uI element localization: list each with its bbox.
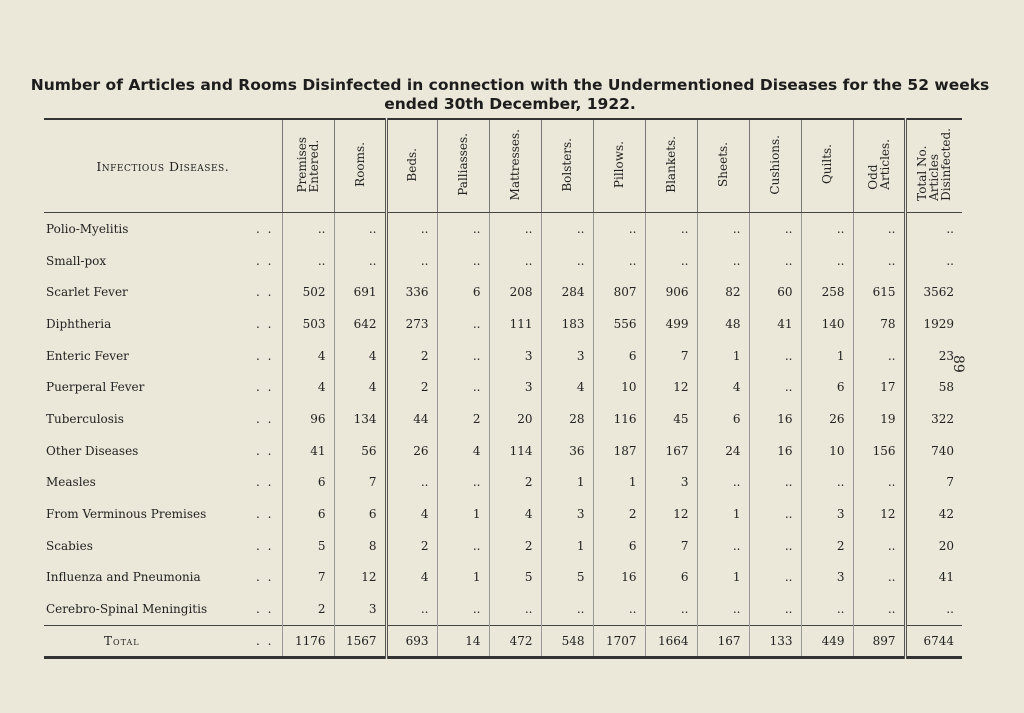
table-cell: 12	[645, 371, 697, 403]
table-cell: ..	[437, 467, 489, 499]
table-cell: 41	[905, 562, 962, 594]
table-cell: 6	[645, 562, 697, 594]
table-cell: 16	[749, 403, 801, 435]
column-header-label: Quilts.	[820, 144, 834, 185]
table-cell: 6	[593, 340, 645, 372]
table-cell: 96	[282, 403, 334, 435]
table-cell: ..	[541, 213, 593, 245]
table-cell: 7	[905, 467, 962, 499]
table-cell: 26	[801, 403, 853, 435]
table-cell: 5	[282, 530, 334, 562]
row-label: Small-pox	[46, 253, 107, 268]
dot-leader: . .	[256, 570, 274, 585]
table-cell: ..	[853, 213, 905, 245]
table-cell: 284	[541, 276, 593, 308]
table-cell: 3	[645, 467, 697, 499]
table-cell: 897	[853, 625, 905, 657]
table-cell: ..	[489, 245, 541, 277]
table-cell: 7	[645, 530, 697, 562]
table-cell: 3562	[905, 276, 962, 308]
table-row	[44, 213, 962, 245]
table-cell: 12	[853, 498, 905, 530]
table-cell: ..	[749, 593, 801, 625]
table-cell: 2	[489, 467, 541, 499]
column-header	[749, 119, 801, 213]
table-cell: 156	[853, 435, 905, 467]
table-cell: 78	[853, 308, 905, 340]
table-cell: ..	[749, 562, 801, 594]
column-header-label: Mattresses.	[508, 128, 522, 201]
table-cell: 116	[593, 403, 645, 435]
table-cell: ..	[749, 213, 801, 245]
table-cell: 1	[437, 562, 489, 594]
table-cell: 1567	[334, 625, 386, 657]
table-cell: ..	[905, 213, 962, 245]
table-cell: 1	[593, 467, 645, 499]
table-cell: 4	[386, 498, 437, 530]
table-cell: 16	[749, 435, 801, 467]
table-cell: 4	[282, 371, 334, 403]
table-cell: 1	[697, 498, 749, 530]
table-cell: ..	[437, 530, 489, 562]
column-header-label: Premises Entered.	[295, 136, 321, 193]
table-cell: ..	[386, 467, 437, 499]
row-label: Scabies	[46, 538, 93, 553]
table-cell: 6	[282, 498, 334, 530]
column-header	[282, 119, 334, 213]
table-cell: 1664	[645, 625, 697, 657]
table-cell: 3	[489, 340, 541, 372]
row-label: Influenza and Pneumonia	[46, 570, 201, 585]
row-label-cell	[44, 625, 282, 657]
table-cell: ..	[801, 245, 853, 277]
table-cell: 258	[801, 276, 853, 308]
table-cell: 503	[282, 308, 334, 340]
table-cell: 3	[801, 562, 853, 594]
column-header	[905, 119, 962, 213]
table-cell: ..	[541, 245, 593, 277]
table-cell: 23	[905, 340, 962, 372]
column-header	[645, 119, 697, 213]
dot-leader: . .	[256, 443, 274, 458]
table-cell: ..	[697, 213, 749, 245]
row-label: Measles	[46, 475, 96, 490]
disinfection-table	[44, 118, 962, 659]
column-header-diseases: Infectious Diseases.	[44, 119, 282, 213]
table-cell: 41	[749, 308, 801, 340]
table-cell: 6	[593, 530, 645, 562]
table-cell: 1	[437, 498, 489, 530]
table-cell: 3	[541, 498, 593, 530]
table-cell: 615	[853, 276, 905, 308]
table-cell: 8	[334, 530, 386, 562]
column-header	[853, 119, 905, 213]
table-cell: 1	[697, 340, 749, 372]
column-header-label: Total No. Articles Disinfected.	[915, 128, 954, 201]
row-label-cell	[44, 467, 282, 499]
table-cell: 58	[905, 371, 962, 403]
table-cell: 548	[541, 625, 593, 657]
table-cell: 28	[541, 403, 593, 435]
column-header-label: Rooms.	[352, 142, 367, 187]
table-cell: 60	[749, 276, 801, 308]
dot-leader: . .	[256, 348, 274, 363]
table-cell: 6	[801, 371, 853, 403]
table-cell: 2	[489, 530, 541, 562]
table-cell: 16	[593, 562, 645, 594]
table-cell: ..	[645, 245, 697, 277]
dot-leader: . .	[256, 253, 274, 268]
row-label: Scarlet Fever	[46, 285, 128, 300]
table-cell: 41	[282, 435, 334, 467]
row-label: Tuberculosis	[46, 411, 124, 426]
table-cell: 2	[386, 530, 437, 562]
table-cell: ..	[853, 593, 905, 625]
table-cell: 134	[334, 403, 386, 435]
table-cell: 642	[334, 308, 386, 340]
table-cell: 44	[386, 403, 437, 435]
table-cell: 2	[437, 403, 489, 435]
table-cell: 111	[489, 308, 541, 340]
row-label: Other Diseases	[46, 443, 139, 458]
table-cell: ..	[437, 593, 489, 625]
dot-leader: . .	[256, 602, 274, 617]
table-cell: ..	[645, 213, 697, 245]
table-cell: 906	[645, 276, 697, 308]
table-cell: 7	[645, 340, 697, 372]
table-cell: ..	[853, 530, 905, 562]
table-cell: 2	[386, 371, 437, 403]
column-header	[697, 119, 749, 213]
table-cell: 502	[282, 276, 334, 308]
table-cell: 3	[541, 340, 593, 372]
table-cell: 140	[801, 308, 853, 340]
table-cell: 187	[593, 435, 645, 467]
table-cell: 4	[697, 371, 749, 403]
table-cell: 56	[334, 435, 386, 467]
table-row	[44, 593, 962, 625]
table-cell: ..	[437, 308, 489, 340]
table-row	[44, 435, 962, 467]
column-header	[489, 119, 541, 213]
page-number: 89	[950, 355, 966, 373]
table-cell: ..	[749, 530, 801, 562]
table-cell: 3	[489, 371, 541, 403]
table-cell: ..	[801, 467, 853, 499]
column-header	[437, 119, 489, 213]
table-cell: 7	[334, 467, 386, 499]
table-cell: 26	[386, 435, 437, 467]
table-cell: ..	[437, 245, 489, 277]
table-cell: ..	[282, 213, 334, 245]
total-row	[44, 625, 962, 657]
table-cell: ..	[697, 245, 749, 277]
table-cell: ..	[853, 340, 905, 372]
table-cell: ..	[593, 245, 645, 277]
table-cell: 336	[386, 276, 437, 308]
table-cell: 4	[334, 340, 386, 372]
table-cell: 1	[801, 340, 853, 372]
table-cell: 45	[645, 403, 697, 435]
table-cell: 3	[334, 593, 386, 625]
table-cell: 322	[905, 403, 962, 435]
table-cell: 6	[697, 403, 749, 435]
header-row	[44, 119, 962, 213]
table-cell: ..	[386, 245, 437, 277]
table-cell: 17	[853, 371, 905, 403]
table-cell: ..	[697, 530, 749, 562]
column-header-label: Odd Articles.	[865, 139, 892, 190]
table-cell: 4	[489, 498, 541, 530]
table-cell: ..	[489, 213, 541, 245]
row-label-cell	[44, 340, 282, 372]
row-label-cell	[44, 371, 282, 403]
table-cell: 20	[905, 530, 962, 562]
row-label: Enteric Fever	[46, 348, 129, 363]
table-cell: ..	[282, 245, 334, 277]
table-cell: 5	[541, 562, 593, 594]
row-label-cell	[44, 245, 282, 277]
table-cell: 4	[386, 562, 437, 594]
row-label-cell	[44, 403, 282, 435]
table-cell: 1707	[593, 625, 645, 657]
column-header	[593, 119, 645, 213]
table-row	[44, 340, 962, 372]
table-cell: ..	[697, 467, 749, 499]
table-cell: 4	[541, 371, 593, 403]
table-cell: 3	[801, 498, 853, 530]
table-cell: 1929	[905, 308, 962, 340]
table-cell: 20	[489, 403, 541, 435]
table-cell: 2	[386, 340, 437, 372]
table-body	[44, 213, 962, 658]
table-cell: 556	[593, 308, 645, 340]
table-row	[44, 276, 962, 308]
table-cell: 19	[853, 403, 905, 435]
table-cell: ..	[697, 593, 749, 625]
table-cell: 5	[489, 562, 541, 594]
table-cell: ..	[437, 340, 489, 372]
table-cell: 4	[334, 371, 386, 403]
table-cell: ..	[437, 371, 489, 403]
table-cell: 12	[334, 562, 386, 594]
row-label-cell	[44, 562, 282, 594]
table-cell: ..	[905, 593, 962, 625]
row-label-cell	[44, 498, 282, 530]
table-cell: ..	[437, 213, 489, 245]
table-cell: 48	[697, 308, 749, 340]
table-cell: ..	[593, 213, 645, 245]
table-cell: ..	[749, 340, 801, 372]
table-cell: 6	[282, 467, 334, 499]
table-cell: ..	[386, 593, 437, 625]
table-cell: 6	[334, 498, 386, 530]
column-header	[386, 119, 437, 213]
table-cell: 693	[386, 625, 437, 657]
row-label-cell	[44, 435, 282, 467]
table-cell: ..	[489, 593, 541, 625]
dot-leader: . .	[256, 411, 274, 426]
table-cell: 12	[645, 498, 697, 530]
table-row	[44, 498, 962, 530]
table-cell: ..	[853, 467, 905, 499]
table-cell: 6744	[905, 625, 962, 657]
table-cell: 4	[282, 340, 334, 372]
table-cell: ..	[853, 245, 905, 277]
table-row	[44, 403, 962, 435]
dot-leader: . .	[256, 475, 274, 490]
table-cell: 2	[593, 498, 645, 530]
table-cell: ..	[334, 245, 386, 277]
row-label: Puerperal Fever	[46, 380, 145, 395]
table-cell: ..	[541, 593, 593, 625]
table-cell: ..	[905, 245, 962, 277]
table-cell: 10	[801, 435, 853, 467]
table-cell: 167	[697, 625, 749, 657]
column-header-label: Bolsters.	[560, 137, 574, 192]
column-header-label: Sheets.	[716, 142, 730, 187]
column-header	[541, 119, 593, 213]
table-cell: ..	[645, 593, 697, 625]
row-label: Polio-Myelitis	[46, 221, 129, 236]
column-header-label: Cushions.	[768, 134, 782, 195]
row-label-cell	[44, 276, 282, 308]
table-row	[44, 371, 962, 403]
column-header-label: Pillows.	[612, 140, 626, 189]
table-row	[44, 245, 962, 277]
table-cell: 1	[541, 530, 593, 562]
column-header-label: Blankets.	[664, 136, 678, 193]
table-row	[44, 467, 962, 499]
table-cell: 14	[437, 625, 489, 657]
column-header	[334, 119, 386, 213]
row-label-cell	[44, 213, 282, 245]
table-row	[44, 308, 962, 340]
table-cell: 82	[697, 276, 749, 308]
dot-leader: . .	[256, 538, 274, 553]
table-cell: ..	[749, 371, 801, 403]
table-cell: 36	[541, 435, 593, 467]
dot-leader: . .	[256, 507, 274, 522]
table-cell: ..	[749, 498, 801, 530]
column-header-label: Palliasses.	[456, 133, 470, 196]
table-cell: ..	[801, 213, 853, 245]
table-cell: 24	[697, 435, 749, 467]
table-cell: 472	[489, 625, 541, 657]
table-cell: 740	[905, 435, 962, 467]
table-cell: 10	[593, 371, 645, 403]
table-cell: ..	[801, 593, 853, 625]
table-cell: 7	[282, 562, 334, 594]
table-cell: 1	[697, 562, 749, 594]
row-label: Total	[104, 633, 140, 648]
table-cell: 133	[749, 625, 801, 657]
table-cell: 273	[386, 308, 437, 340]
table-cell: 807	[593, 276, 645, 308]
row-label: Cerebro-Spinal Meningitis	[46, 602, 208, 617]
dot-leader: . .	[256, 221, 274, 236]
table-cell: ..	[853, 562, 905, 594]
table-cell: 2	[282, 593, 334, 625]
table-cell: 208	[489, 276, 541, 308]
table-cell: ..	[749, 467, 801, 499]
table-cell: 183	[541, 308, 593, 340]
row-label-cell	[44, 593, 282, 625]
dot-leader: . .	[256, 316, 274, 331]
table-row	[44, 562, 962, 594]
table-cell: 449	[801, 625, 853, 657]
page-title: Number of Articles and Rooms Disinfected in connection with the Undermentioned Diseases for the 52 weeks ended 30th December, 1922.	[30, 76, 990, 113]
table-cell: 6	[437, 276, 489, 308]
row-label: From Verminous Premises	[46, 507, 207, 522]
table-cell: 167	[645, 435, 697, 467]
table-cell: 691	[334, 276, 386, 308]
row-label-cell	[44, 530, 282, 562]
table-cell: ..	[593, 593, 645, 625]
table-cell: ..	[334, 213, 386, 245]
table-cell: 114	[489, 435, 541, 467]
table-cell: ..	[386, 213, 437, 245]
dot-leader: . .	[256, 285, 274, 300]
table-cell: 4	[437, 435, 489, 467]
table-cell: 42	[905, 498, 962, 530]
table-cell: ..	[749, 245, 801, 277]
table-row	[44, 530, 962, 562]
row-label-cell	[44, 308, 282, 340]
table-cell: 499	[645, 308, 697, 340]
table-cell: 1	[541, 467, 593, 499]
column-header	[801, 119, 853, 213]
row-label: Diphtheria	[46, 316, 112, 331]
table-cell: 1176	[282, 625, 334, 657]
column-header-label: Beds.	[405, 147, 419, 182]
dot-leader: . .	[256, 633, 274, 648]
dot-leader: . .	[256, 380, 274, 395]
table-cell: 2	[801, 530, 853, 562]
